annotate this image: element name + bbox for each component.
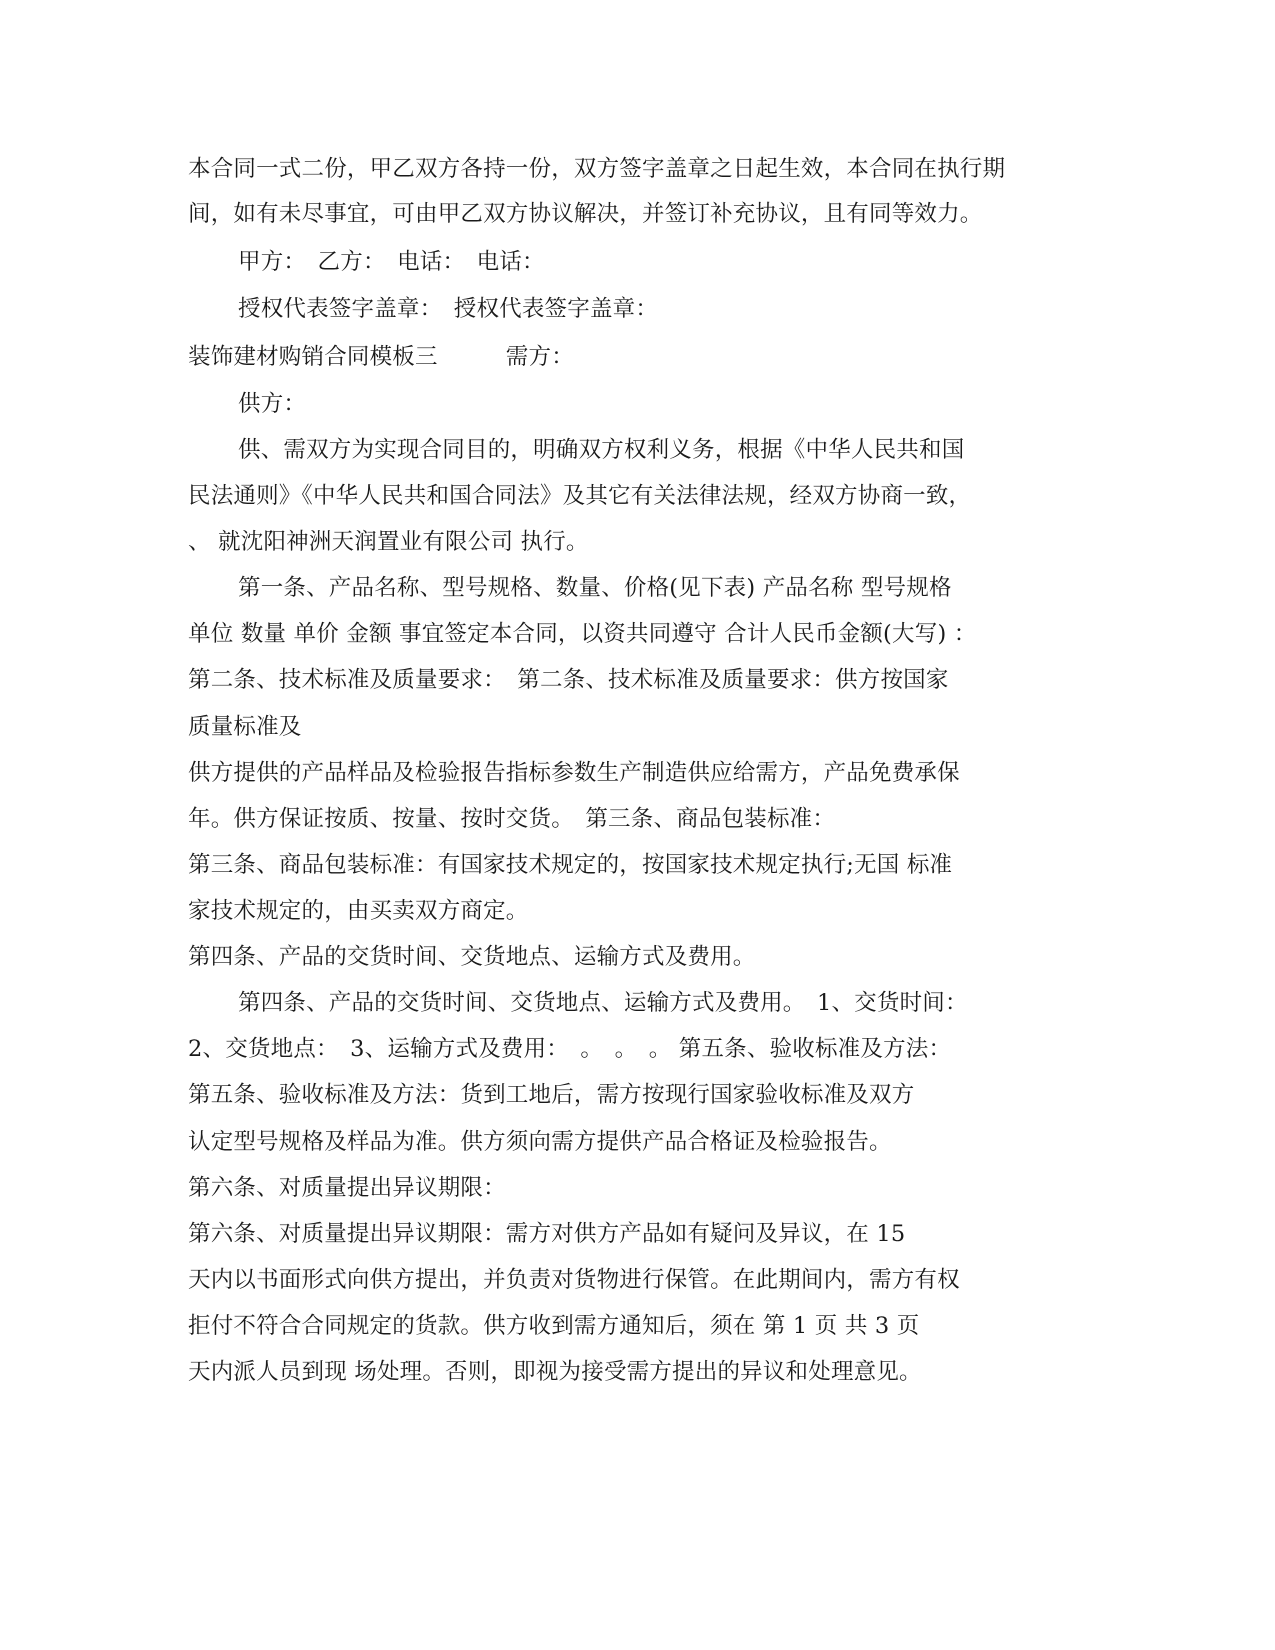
text-line-25: 天内以书面形式向供方提出，并负责对货物进行保管。在此期间内，需方有权 — [188, 1267, 960, 1293]
text-line-9: 、 就沈阳神洲天润置业有限公司 执行。 — [188, 529, 589, 555]
text-line-2: 间，如有未尽事宜，可由甲乙双方协议解决，并签订补充协议，且有同等效力。 — [188, 201, 983, 227]
text-line-19: 第四条、产品的交货时间、交货地点、运输方式及费用。 1、交货时间： — [238, 990, 968, 1016]
text-line-21: 第五条、验收标准及方法：货到工地后，需方按现行国家验收标准及双方 — [188, 1082, 915, 1108]
text-line-6: 供方： — [238, 391, 307, 417]
text-line-16: 第三条、商品包装标准：有国家技术规定的，按国家技术规定执行;无国 标准 — [188, 852, 953, 878]
text-line-17: 家技术规定的，由买卖双方商定。 — [188, 898, 529, 924]
text-line-5: 装饰建材购销合同模板三 需方： — [188, 344, 574, 370]
text-line-1: 本合同一式二份，甲乙双方各持一份，双方签字盖章之日起生效，本合同在执行期 — [188, 156, 1006, 182]
text-line-27: 天内派人员到现 场处理。否则，即视为接受需方提出的异议和处理意见。 — [188, 1359, 922, 1385]
text-line-15: 年。供方保证按质、按量、按时交货。 第三条、商品包装标准： — [188, 806, 836, 832]
text-line-8: 民法通则》《中华人民共和国合同法》及其它有关法律法规，经双方协商一致， — [188, 483, 972, 509]
text-line-20: 2、交货地点： 3、运输方式及费用： 。 。 。 第五条、验收标准及方法： — [188, 1036, 952, 1062]
text-line-3: 甲方： 乙方： 电话： 电话： — [238, 249, 545, 275]
text-line-22: 认定型号规格及样品为准。供方须向需方提供产品合格证及检验报告。 — [188, 1129, 892, 1155]
text-line-10: 第一条、产品名称、型号规格、数量、价格(见下表) 产品名称 型号规格 — [238, 575, 952, 601]
text-line-26: 拒付不符合合同规定的货款。供方收到需方通知后，须在 第 1 页 共 3 页 — [188, 1313, 920, 1339]
text-line-24: 第六条、对质量提出异议期限：需方对供方产品如有疑问及异议，在 15 — [188, 1221, 906, 1247]
text-line-11: 单位 数量 单价 金额 事宜签定本合同，以资共同遵守 合计人民币金额(大写) ： — [188, 621, 977, 647]
text-line-12: 第二条、技术标准及质量要求： 第二条、技术标准及质量要求：供方按国家 — [188, 667, 949, 693]
text-line-13: 质量标准及 — [188, 714, 302, 740]
text-line-18: 第四条、产品的交货时间、交货地点、运输方式及费用。 — [188, 944, 756, 970]
text-line-23: 第六条、对质量提出异议期限： — [188, 1175, 506, 1201]
text-line-14: 供方提供的产品样品及检验报告指标参数生产制造供应给需方，产品免费承保 — [188, 760, 960, 786]
text-line-7: 供、需双方为实现合同目的，明确双方权利义务，根据《中华人民共和国 — [238, 437, 965, 463]
text-line-4: 授权代表签字盖章： 授权代表签字盖章： — [238, 296, 659, 322]
